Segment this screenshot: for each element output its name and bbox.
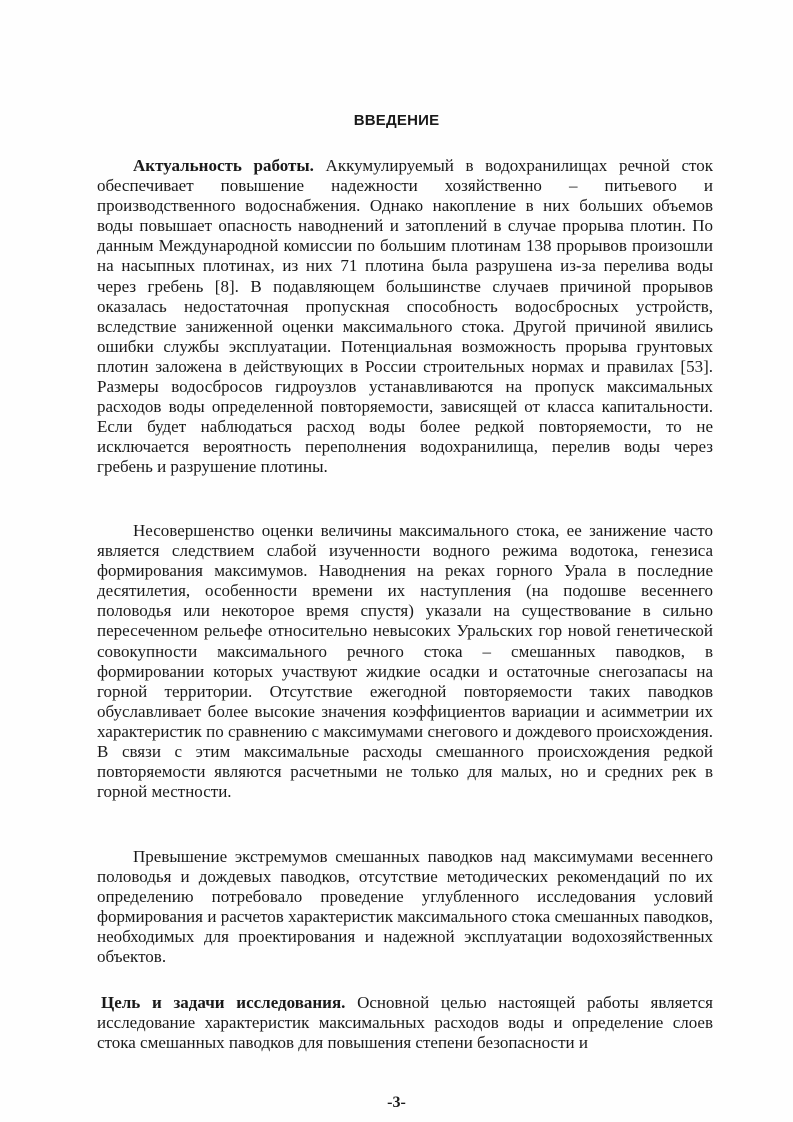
page-title: ВВЕДЕНИЕ [353,112,440,129]
paragraph-excess [97,847,713,968]
paragraph-goals [97,993,713,1053]
paragraph-text-excess: Превышение экстремумов смешанных паводков над максимумами весеннего половодья и дождевых паводков, отсутствие методических рекомендаций по их определению потребовало проведение углубленного исследования условий формирования и расчетов характеристик максимального стока смешанных паводков, необходимых для проектирования и надежной эксплуатации водохозяйственных объектов. [97,847,713,967]
section-goals [97,993,713,1053]
section-excess [97,847,713,968]
section-relevance [97,156,713,478]
section-imperfection [97,521,713,802]
paragraph-text-imperfection: Несовершенство оценки величины максимального стока, ее занижение часто является следствием слабой изученности водного режима водотока, генезиса формирования максимумов. Наводнения на реках горного Урала в последние десятилетия, особенности времени их наступления (на подошве весеннего половодья или некоторое время спустя) указали на существование в сильно пересеченном рельефе относительно невысоких Уральских гор новой генетической совокупности максимального речного стока – смешанных паводков, в формировании которых участвуют жидкие осадки и остаточные снегозапасы на горной территории. Отсутствие ежегодной повторяемости таких паводков обуславливает более высокие значения коэффициентов вариации и асимметрии их характеристик по сравнению с максимумами снегового и дождевого происхождения. В связи с этим максимальные расходы смешанного происхождения редкой повторяемости являются расчетными не только для малых, но и средних рек в горной местности. [97,521,713,802]
page-number: -3- [387,1094,406,1111]
paragraph-text-goals: Основной целью настоящей работы является исследование характеристик максимальных расходов воды и определение слоев стока смешанных паводков для повышения степени безопасности и [97,993,713,1053]
paragraph-lead-goals: Цель и задачи исследования. [101,993,346,1012]
paragraph-imperfection [97,521,713,802]
paragraph-text-relevance: Аккумулируемый в водохранилищах речной сток обеспечивает повышение надежности хозяйственно – питьевого и производственного водоснабжения. Однако накопление в них больших объемов воды повышает опасность наводнений и затоплений в случае прорыва плотин. По данным Международной комиссии по большим плотинам 138 прорывов произошли на насыпных плотинах, из них 71 плотина была разрушена из-за перелива воды через гребень [8]. В подавляющем большинстве случаев причиной прорывов оказалась недостаточная пропускная способность водосбросных устройств, вследствие заниженной оценки максимального стока. Другой причиной явились ошибки службы эксплуатации. Потенциальная возможность прорыва грунтовых плотин заложена в действующих в России строительных нормах и правилах [53]. Размеры водосбросов гидроузлов устанавливаются на пропуск максимальных расходов воды определенной повторяемости, зависящей от класса капитальности. Если будет наблюдаться расход воды более редкой повторяемости, то не исключается вероятность переполнения водохранилища, перелив воды через гребень и разрушение плотины. [97,156,713,477]
paragraph-relevance [97,156,713,478]
paragraph-lead-relevance: Актуальность работы. [133,156,314,175]
